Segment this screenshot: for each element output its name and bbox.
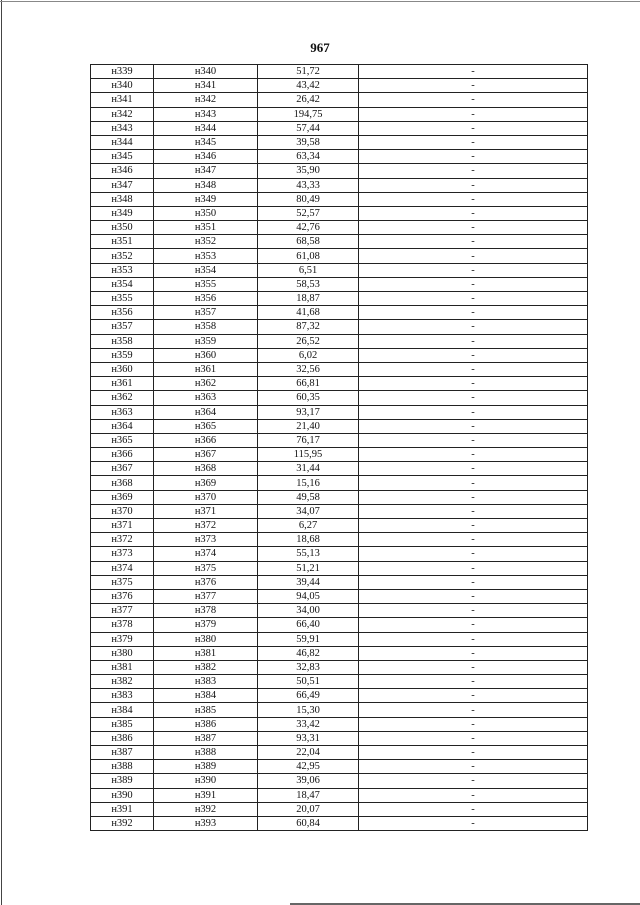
from-point-cell: н363	[91, 405, 154, 419]
note-cell: -	[359, 717, 588, 731]
table-row	[91, 689, 588, 703]
distance-cell: 60,84	[258, 816, 359, 830]
page-top-edge	[0, 1, 640, 2]
distance-cell: 194,75	[258, 107, 359, 121]
to-point-cell: н347	[154, 164, 258, 178]
distance-cell: 6,27	[258, 519, 359, 533]
to-point-cell: н392	[154, 802, 258, 816]
note-cell: -	[359, 235, 588, 249]
note-cell: -	[359, 192, 588, 206]
table-row	[91, 348, 588, 362]
table-row	[91, 377, 588, 391]
from-point-cell: н349	[91, 206, 154, 220]
boundary-points-table	[90, 64, 588, 831]
distance-cell: 31,44	[258, 462, 359, 476]
distance-cell: 18,68	[258, 533, 359, 547]
table-row	[91, 703, 588, 717]
note-cell: -	[359, 816, 588, 830]
table-row	[91, 618, 588, 632]
table-row	[91, 334, 588, 348]
from-point-cell: н355	[91, 292, 154, 306]
table-row	[91, 221, 588, 235]
to-point-cell: н381	[154, 646, 258, 660]
from-point-cell: н387	[91, 746, 154, 760]
distance-cell: 34,07	[258, 504, 359, 518]
note-cell: -	[359, 405, 588, 419]
distance-cell: 32,56	[258, 362, 359, 376]
table-row	[91, 192, 588, 206]
from-point-cell: н380	[91, 646, 154, 660]
to-point-cell: н348	[154, 178, 258, 192]
table-row	[91, 788, 588, 802]
note-cell: -	[359, 206, 588, 220]
distance-cell: 35,90	[258, 164, 359, 178]
distance-cell: 59,91	[258, 632, 359, 646]
note-cell: -	[359, 675, 588, 689]
to-point-cell: н340	[154, 65, 258, 79]
note-cell: -	[359, 575, 588, 589]
to-point-cell: н357	[154, 306, 258, 320]
to-point-cell: н350	[154, 206, 258, 220]
from-point-cell: н350	[91, 221, 154, 235]
to-point-cell: н351	[154, 221, 258, 235]
note-cell: -	[359, 646, 588, 660]
table-row	[91, 79, 588, 93]
from-point-cell: н372	[91, 533, 154, 547]
from-point-cell: н374	[91, 561, 154, 575]
from-point-cell: н362	[91, 391, 154, 405]
to-point-cell: н358	[154, 320, 258, 334]
distance-cell: 43,42	[258, 79, 359, 93]
to-point-cell: н352	[154, 235, 258, 249]
to-point-cell: н365	[154, 419, 258, 433]
table-row	[91, 802, 588, 816]
table-row	[91, 292, 588, 306]
from-point-cell: н357	[91, 320, 154, 334]
page-left-edge	[1, 0, 2, 905]
to-point-cell: н367	[154, 448, 258, 462]
note-cell: -	[359, 788, 588, 802]
note-cell: -	[359, 689, 588, 703]
from-point-cell: н361	[91, 377, 154, 391]
note-cell: -	[359, 746, 588, 760]
distance-cell: 115,95	[258, 448, 359, 462]
note-cell: -	[359, 263, 588, 277]
table-row	[91, 731, 588, 745]
note-cell: -	[359, 802, 588, 816]
distance-cell: 93,17	[258, 405, 359, 419]
table-row	[91, 816, 588, 830]
to-point-cell: н390	[154, 774, 258, 788]
to-point-cell: н356	[154, 292, 258, 306]
from-point-cell: н353	[91, 263, 154, 277]
table-row	[91, 405, 588, 419]
from-point-cell: н386	[91, 731, 154, 745]
distance-cell: 22,04	[258, 746, 359, 760]
table-row	[91, 150, 588, 164]
table-row	[91, 476, 588, 490]
table-row	[91, 504, 588, 518]
distance-cell: 80,49	[258, 192, 359, 206]
distance-cell: 33,42	[258, 717, 359, 731]
to-point-cell: н369	[154, 476, 258, 490]
from-point-cell: н389	[91, 774, 154, 788]
note-cell: -	[359, 561, 588, 575]
from-point-cell: н373	[91, 547, 154, 561]
table-row	[91, 433, 588, 447]
distance-cell: 66,81	[258, 377, 359, 391]
distance-cell: 18,87	[258, 292, 359, 306]
distance-cell: 61,08	[258, 249, 359, 263]
from-point-cell: н371	[91, 519, 154, 533]
from-point-cell: н352	[91, 249, 154, 263]
note-cell: -	[359, 107, 588, 121]
to-point-cell: н364	[154, 405, 258, 419]
distance-cell: 63,34	[258, 150, 359, 164]
note-cell: -	[359, 362, 588, 376]
table-row	[91, 65, 588, 79]
from-point-cell: н392	[91, 816, 154, 830]
from-point-cell: н351	[91, 235, 154, 249]
distance-cell: 26,42	[258, 93, 359, 107]
distance-cell: 94,05	[258, 589, 359, 603]
distance-cell: 39,58	[258, 135, 359, 149]
from-point-cell: н346	[91, 164, 154, 178]
note-cell: -	[359, 164, 588, 178]
to-point-cell: н370	[154, 490, 258, 504]
distance-cell: 42,76	[258, 221, 359, 235]
from-point-cell: н384	[91, 703, 154, 717]
note-cell: -	[359, 277, 588, 291]
note-cell: -	[359, 604, 588, 618]
from-point-cell: н345	[91, 150, 154, 164]
distance-cell: 15,16	[258, 476, 359, 490]
note-cell: -	[359, 632, 588, 646]
distance-cell: 87,32	[258, 320, 359, 334]
from-point-cell: н344	[91, 135, 154, 149]
from-point-cell: н343	[91, 121, 154, 135]
distance-cell: 43,33	[258, 178, 359, 192]
to-point-cell: н360	[154, 348, 258, 362]
table-row	[91, 235, 588, 249]
page-number: 967	[310, 40, 330, 55]
distance-cell: 51,72	[258, 65, 359, 79]
distance-cell: 18,47	[258, 788, 359, 802]
from-point-cell: н348	[91, 192, 154, 206]
to-point-cell: н341	[154, 79, 258, 93]
table-row	[91, 519, 588, 533]
distance-cell: 58,53	[258, 277, 359, 291]
note-cell: -	[359, 504, 588, 518]
from-point-cell: н364	[91, 419, 154, 433]
table-row	[91, 660, 588, 674]
distance-cell: 15,30	[258, 703, 359, 717]
note-cell: -	[359, 391, 588, 405]
distance-cell: 50,51	[258, 675, 359, 689]
note-cell: -	[359, 79, 588, 93]
to-point-cell: н345	[154, 135, 258, 149]
to-point-cell: н366	[154, 433, 258, 447]
table-row	[91, 178, 588, 192]
to-point-cell: н362	[154, 377, 258, 391]
distance-cell: 57,44	[258, 121, 359, 135]
to-point-cell: н388	[154, 746, 258, 760]
table-row	[91, 561, 588, 575]
to-point-cell: н354	[154, 263, 258, 277]
note-cell: -	[359, 731, 588, 745]
distance-cell: 60,35	[258, 391, 359, 405]
table-row	[91, 490, 588, 504]
to-point-cell: н373	[154, 533, 258, 547]
to-point-cell: н375	[154, 561, 258, 575]
from-point-cell: н365	[91, 433, 154, 447]
distance-cell: 68,58	[258, 235, 359, 249]
to-point-cell: н372	[154, 519, 258, 533]
to-point-cell: н389	[154, 760, 258, 774]
from-point-cell: н381	[91, 660, 154, 674]
to-point-cell: н343	[154, 107, 258, 121]
distance-cell: 46,82	[258, 646, 359, 660]
to-point-cell: н379	[154, 618, 258, 632]
note-cell: -	[359, 221, 588, 235]
to-point-cell: н393	[154, 816, 258, 830]
distance-cell: 66,49	[258, 689, 359, 703]
distance-cell: 76,17	[258, 433, 359, 447]
note-cell: -	[359, 774, 588, 788]
table-row	[91, 391, 588, 405]
to-point-cell: н378	[154, 604, 258, 618]
to-point-cell: н380	[154, 632, 258, 646]
distance-cell: 20,07	[258, 802, 359, 816]
from-point-cell: н379	[91, 632, 154, 646]
distance-cell: 34,00	[258, 604, 359, 618]
from-point-cell: н358	[91, 334, 154, 348]
table-row	[91, 646, 588, 660]
from-point-cell: н354	[91, 277, 154, 291]
note-cell: -	[359, 334, 588, 348]
note-cell: -	[359, 121, 588, 135]
table-row	[91, 362, 588, 376]
table-row	[91, 320, 588, 334]
distance-cell: 41,68	[258, 306, 359, 320]
to-point-cell: н342	[154, 93, 258, 107]
to-point-cell: н376	[154, 575, 258, 589]
from-point-cell: н378	[91, 618, 154, 632]
note-cell: -	[359, 135, 588, 149]
table-row	[91, 164, 588, 178]
table-row	[91, 675, 588, 689]
table-row	[91, 604, 588, 618]
to-point-cell: н391	[154, 788, 258, 802]
from-point-cell: н390	[91, 788, 154, 802]
note-cell: -	[359, 249, 588, 263]
note-cell: -	[359, 306, 588, 320]
note-cell: -	[359, 419, 588, 433]
distance-cell: 6,02	[258, 348, 359, 362]
from-point-cell: н388	[91, 760, 154, 774]
from-point-cell: н340	[91, 79, 154, 93]
from-point-cell: н339	[91, 65, 154, 79]
table-row	[91, 547, 588, 561]
table-row	[91, 632, 588, 646]
table-row	[91, 448, 588, 462]
note-cell: -	[359, 519, 588, 533]
distance-cell: 49,58	[258, 490, 359, 504]
to-point-cell: н382	[154, 660, 258, 674]
to-point-cell: н353	[154, 249, 258, 263]
distance-cell: 32,83	[258, 660, 359, 674]
table-row	[91, 93, 588, 107]
from-point-cell: н391	[91, 802, 154, 816]
distance-cell: 6,51	[258, 263, 359, 277]
note-cell: -	[359, 703, 588, 717]
distance-cell: 42,95	[258, 760, 359, 774]
from-point-cell: н368	[91, 476, 154, 490]
from-point-cell: н370	[91, 504, 154, 518]
table-row	[91, 533, 588, 547]
table-row	[91, 462, 588, 476]
from-point-cell: н341	[91, 93, 154, 107]
from-point-cell: н360	[91, 362, 154, 376]
to-point-cell: н383	[154, 675, 258, 689]
to-point-cell: н385	[154, 703, 258, 717]
note-cell: -	[359, 462, 588, 476]
table-body	[91, 65, 588, 831]
table-row	[91, 746, 588, 760]
table-row	[91, 760, 588, 774]
table-row	[91, 121, 588, 135]
table-row	[91, 774, 588, 788]
table-row	[91, 306, 588, 320]
from-point-cell: н375	[91, 575, 154, 589]
to-point-cell: н384	[154, 689, 258, 703]
to-point-cell: н371	[154, 504, 258, 518]
distance-cell: 66,40	[258, 618, 359, 632]
to-point-cell: н361	[154, 362, 258, 376]
from-point-cell: н382	[91, 675, 154, 689]
from-point-cell: н359	[91, 348, 154, 362]
to-point-cell: н368	[154, 462, 258, 476]
note-cell: -	[359, 448, 588, 462]
from-point-cell: н377	[91, 604, 154, 618]
table-row	[91, 206, 588, 220]
table-row	[91, 107, 588, 121]
note-cell: -	[359, 618, 588, 632]
note-cell: -	[359, 377, 588, 391]
distance-cell: 39,44	[258, 575, 359, 589]
table-row	[91, 263, 588, 277]
to-point-cell: н349	[154, 192, 258, 206]
from-point-cell: н367	[91, 462, 154, 476]
note-cell: -	[359, 178, 588, 192]
to-point-cell: н355	[154, 277, 258, 291]
table-row	[91, 135, 588, 149]
note-cell: -	[359, 533, 588, 547]
note-cell: -	[359, 292, 588, 306]
from-point-cell: н356	[91, 306, 154, 320]
to-point-cell: н386	[154, 717, 258, 731]
to-point-cell: н363	[154, 391, 258, 405]
note-cell: -	[359, 320, 588, 334]
from-point-cell: н347	[91, 178, 154, 192]
note-cell: -	[359, 547, 588, 561]
note-cell: -	[359, 65, 588, 79]
to-point-cell: н346	[154, 150, 258, 164]
note-cell: -	[359, 589, 588, 603]
table-row	[91, 717, 588, 731]
note-cell: -	[359, 433, 588, 447]
distance-cell: 55,13	[258, 547, 359, 561]
note-cell: -	[359, 93, 588, 107]
from-point-cell: н385	[91, 717, 154, 731]
table-row	[91, 589, 588, 603]
note-cell: -	[359, 150, 588, 164]
to-point-cell: н374	[154, 547, 258, 561]
distance-cell: 93,31	[258, 731, 359, 745]
from-point-cell: н376	[91, 589, 154, 603]
table-row	[91, 277, 588, 291]
note-cell: -	[359, 476, 588, 490]
distance-cell: 52,57	[258, 206, 359, 220]
table-row	[91, 249, 588, 263]
note-cell: -	[359, 490, 588, 504]
distance-cell: 26,52	[258, 334, 359, 348]
from-point-cell: н369	[91, 490, 154, 504]
to-point-cell: н359	[154, 334, 258, 348]
to-point-cell: н344	[154, 121, 258, 135]
note-cell: -	[359, 660, 588, 674]
from-point-cell: н342	[91, 107, 154, 121]
distance-cell: 39,06	[258, 774, 359, 788]
distance-cell: 21,40	[258, 419, 359, 433]
from-point-cell: н366	[91, 448, 154, 462]
table-row	[91, 575, 588, 589]
to-point-cell: н387	[154, 731, 258, 745]
table-row	[91, 419, 588, 433]
note-cell: -	[359, 760, 588, 774]
distance-cell: 51,21	[258, 561, 359, 575]
note-cell: -	[359, 348, 588, 362]
from-point-cell: н383	[91, 689, 154, 703]
to-point-cell: н377	[154, 589, 258, 603]
